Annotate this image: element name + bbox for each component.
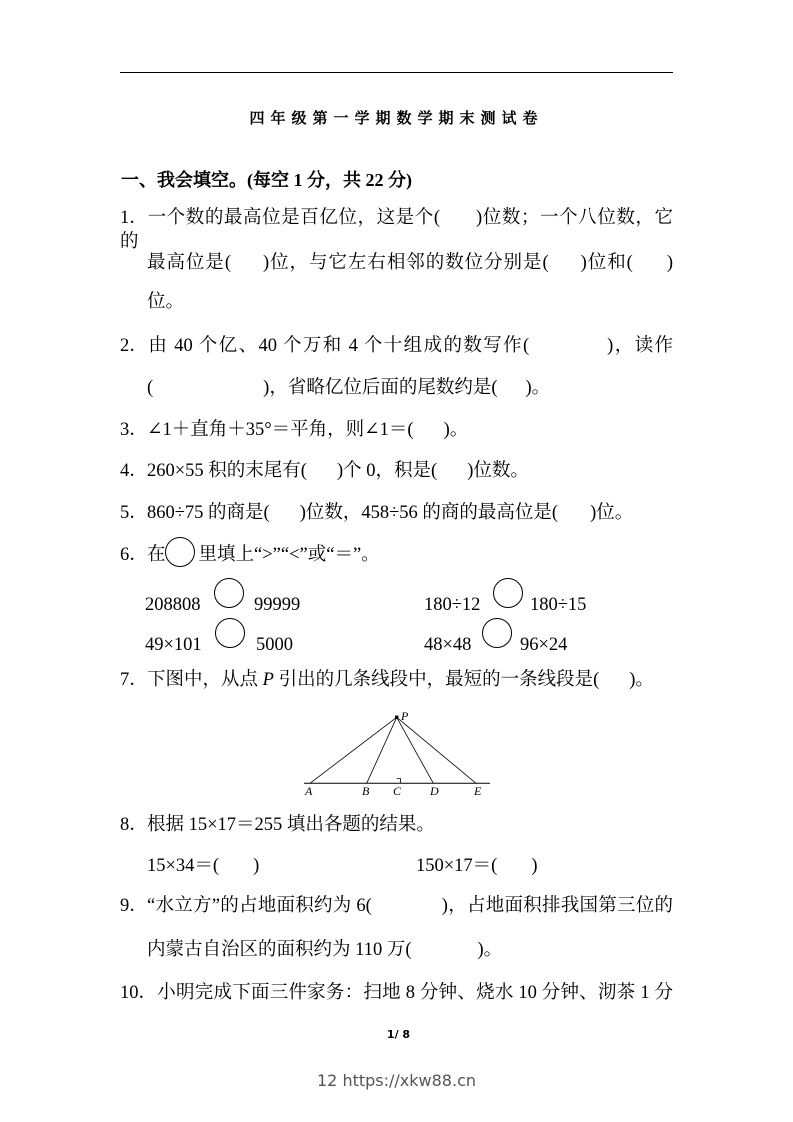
question-number: 2． [120, 336, 148, 356]
answer-blank [219, 861, 253, 871]
question-2-line-2 [147, 376, 550, 400]
question-text: ) [531, 856, 538, 876]
question-text: )个 0，积是( [336, 461, 438, 481]
circle-symbol-icon [165, 537, 195, 567]
question-1-line-3 [147, 290, 184, 314]
question-number: 6． [120, 545, 148, 565]
comparison-left-expr: 208808 [145, 595, 201, 615]
question-text: “水立方”的占地面积约为 6( [147, 896, 372, 916]
question-text: 内蒙古自治区的面积约为 110 万( [147, 940, 412, 960]
question-text: 引出的几条线段中，最短的一条线段是( [273, 670, 600, 690]
comparison-circle [493, 578, 523, 608]
point-label-d: D [430, 784, 439, 798]
question-8-item-2 [416, 854, 538, 878]
question-text: )位数；一个八位数，它的 [120, 208, 673, 252]
question-text: )，占地面积排我国第三位的 [441, 896, 673, 916]
question-1-line-2 [147, 251, 673, 275]
answer-blank [497, 861, 531, 871]
comparison-right-expr: 96×24 [520, 635, 568, 655]
question-text: 150×17＝( [416, 856, 498, 876]
answer-blank [558, 508, 590, 518]
question-text: 位。 [147, 292, 185, 312]
segment-pb [367, 717, 397, 783]
question-9-line-1 [120, 894, 673, 918]
answer-blank [633, 258, 667, 268]
question-text: )位数，458÷56 的商的最高位是( [299, 503, 559, 523]
question-text: )。 [525, 378, 551, 398]
question-text: 260×55 积的末尾有( [147, 461, 307, 481]
answer-blank [270, 508, 300, 518]
question-text: 一个数的最高位是百亿位，这是个( [147, 208, 440, 228]
comparison-left-expr: 49×101 [145, 635, 202, 655]
right-angle-mark-icon [397, 779, 401, 784]
answer-blank [599, 675, 629, 685]
question-text: 860÷75 的商是( [147, 503, 270, 523]
point-label-p: P [401, 709, 409, 723]
question-text: )。 [477, 940, 503, 960]
question-number: 9． [120, 896, 148, 916]
answer-blank [437, 466, 467, 476]
question-5 [120, 501, 633, 525]
question-number: 5． [120, 503, 148, 523]
question-text: 下图中，从点 [147, 670, 263, 690]
question-text: )位，与它左右相邻的数位分别是( [262, 253, 549, 273]
question-text: 小明完成下面三件家务：扫地 8 分钟、烧水 10 分钟、沏茶 1 分 [157, 983, 673, 1003]
question-1-line-1 [120, 206, 673, 254]
answer-blank [307, 466, 337, 476]
question-number: 8． [120, 815, 148, 835]
question-2-line-1 [120, 334, 673, 358]
question-6-prompt [120, 543, 380, 567]
question-text: ) [253, 856, 260, 876]
answer-blank [529, 341, 607, 351]
comparison-circle [215, 618, 245, 648]
question-text: )，省略亿位后面的尾数约是( [263, 378, 498, 398]
question-4 [120, 459, 529, 483]
question-text: )位和( [580, 253, 633, 273]
segment-pe [397, 717, 476, 783]
point-label-b: B [362, 784, 370, 798]
point-p-dot [395, 716, 398, 719]
answer-blank [549, 258, 581, 268]
question-text: ) [666, 253, 673, 273]
question-text: )。 [629, 670, 654, 690]
answer-blank [498, 383, 526, 393]
segment-pa [310, 717, 397, 783]
page-title: 四年级第一学期数学期末测试卷 [249, 109, 544, 127]
answer-blank [372, 901, 442, 911]
page-number: 1/ 8 [386, 1028, 411, 1041]
comparison-circle [214, 578, 244, 608]
comparison-right-expr: 99999 [254, 595, 301, 615]
question-text: 根据 15×17＝255 填出各题的结果。 [147, 815, 435, 835]
question-text: 最高位是( [147, 253, 231, 273]
comparison-left-expr: 48×48 [424, 635, 472, 655]
answer-blank [414, 425, 444, 435]
question-8-item-1 [147, 854, 259, 878]
answer-blank [440, 213, 476, 223]
question-number: 10． [120, 983, 158, 1003]
answer-blank [411, 945, 477, 955]
question-7 [120, 668, 654, 692]
answer-blank [231, 258, 263, 268]
question-3 [120, 418, 468, 442]
point-label: P [262, 670, 274, 690]
answer-blank [153, 383, 263, 393]
section-heading-fill-in: 一、我会填空。(每空 1 分，共 22 分) [121, 170, 412, 190]
point-label-c: C [393, 784, 402, 798]
point-label-a: A [305, 784, 313, 798]
question-text: )。 [443, 420, 469, 440]
question-text: 在 [147, 545, 166, 565]
question-text: ( [147, 378, 154, 398]
question-9-line-2 [147, 938, 502, 962]
question-text: 15×34＝( [147, 856, 220, 876]
question-number: 3． [120, 420, 148, 440]
comparison-right-expr: 180÷15 [530, 595, 587, 615]
question-text: )，读作 [607, 336, 673, 356]
watermark-url: 12 https://xkw88.cn [317, 1071, 476, 1090]
question-number: 4． [120, 461, 148, 481]
comparison-right-expr: 5000 [256, 635, 293, 655]
question-number: 1． [120, 208, 148, 228]
question-text: 由 40 个亿、40 个万和 4 个十组成的数写作( [147, 336, 530, 356]
comparison-circle [482, 618, 512, 648]
header-rule [120, 72, 673, 73]
question-text: )位。 [590, 503, 634, 523]
segment-pd [397, 717, 434, 783]
question-text: 里填上“>”“<”或“＝”。 [198, 545, 380, 565]
point-label-e: E [474, 784, 482, 798]
question-8-prompt [120, 813, 435, 837]
line-segments-diagram [290, 700, 500, 800]
comparison-left-expr: 180÷12 [424, 595, 481, 615]
question-number: 7． [120, 670, 148, 690]
question-10 [120, 981, 673, 1005]
question-text: ∠1＋直角＋35°＝平角，则∠1＝( [147, 420, 414, 440]
question-text: )位数。 [467, 461, 529, 481]
